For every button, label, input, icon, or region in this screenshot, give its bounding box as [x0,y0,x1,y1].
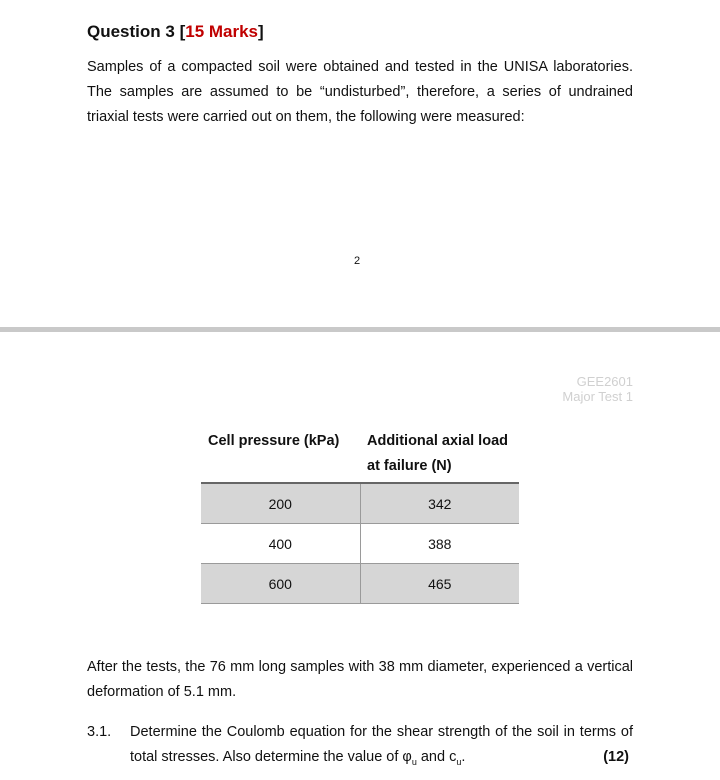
header-axial-load: Additional axial load at failure (N) [367,433,508,474]
axial-load-value: 388 [428,535,452,552]
table-row [201,484,519,524]
item-marks: (12) [603,749,629,765]
c-symbol: c [449,749,457,765]
cell-pressure-value: 400 [201,524,361,563]
page-3-top [0,332,720,780]
triaxial-results-table [201,427,519,604]
header-cell-pressure: Cell pressure (kPa) [208,433,340,449]
axial-load-value: 465 [428,575,452,592]
table-header-row [201,427,519,482]
course-code: GEE2601 [576,374,633,389]
item-text: Determine the Coulomb equation for the shear strength of the soil in terms of total stresses. Also determine the value of $\varphi_u$ and $c_u$. [130,724,633,767]
question-marks: 15 Marks [185,22,259,41]
page-2-bottom [0,0,720,327]
question-intro: Samples of a compacted soil were obtained and tested in the UNISA laboratories. The samples are assumed to be “undisturbed”, therefore, a series of undrained triaxial tests were carried out on them, the following were measured: [87,59,633,125]
item-number: 3.1. [87,724,112,740]
test-name: Major Test 1 [562,389,633,404]
axial-load-value: 342 [428,495,452,512]
phi-symbol: φ [402,749,412,765]
cell-pressure-value: 600 [201,564,361,603]
page-number: 2 [354,255,361,267]
cell-pressure-value: 200 [201,484,361,523]
running-header [562,374,633,404]
table-row [201,564,519,604]
test-conditions-text: After the tests, the 76 mm long samples with 38 mm diameter, experienced a vertical deformation of 5.1 mm. [87,659,633,700]
question-title: Question 3 [15 Marks] [87,22,264,41]
table-row [201,524,519,564]
